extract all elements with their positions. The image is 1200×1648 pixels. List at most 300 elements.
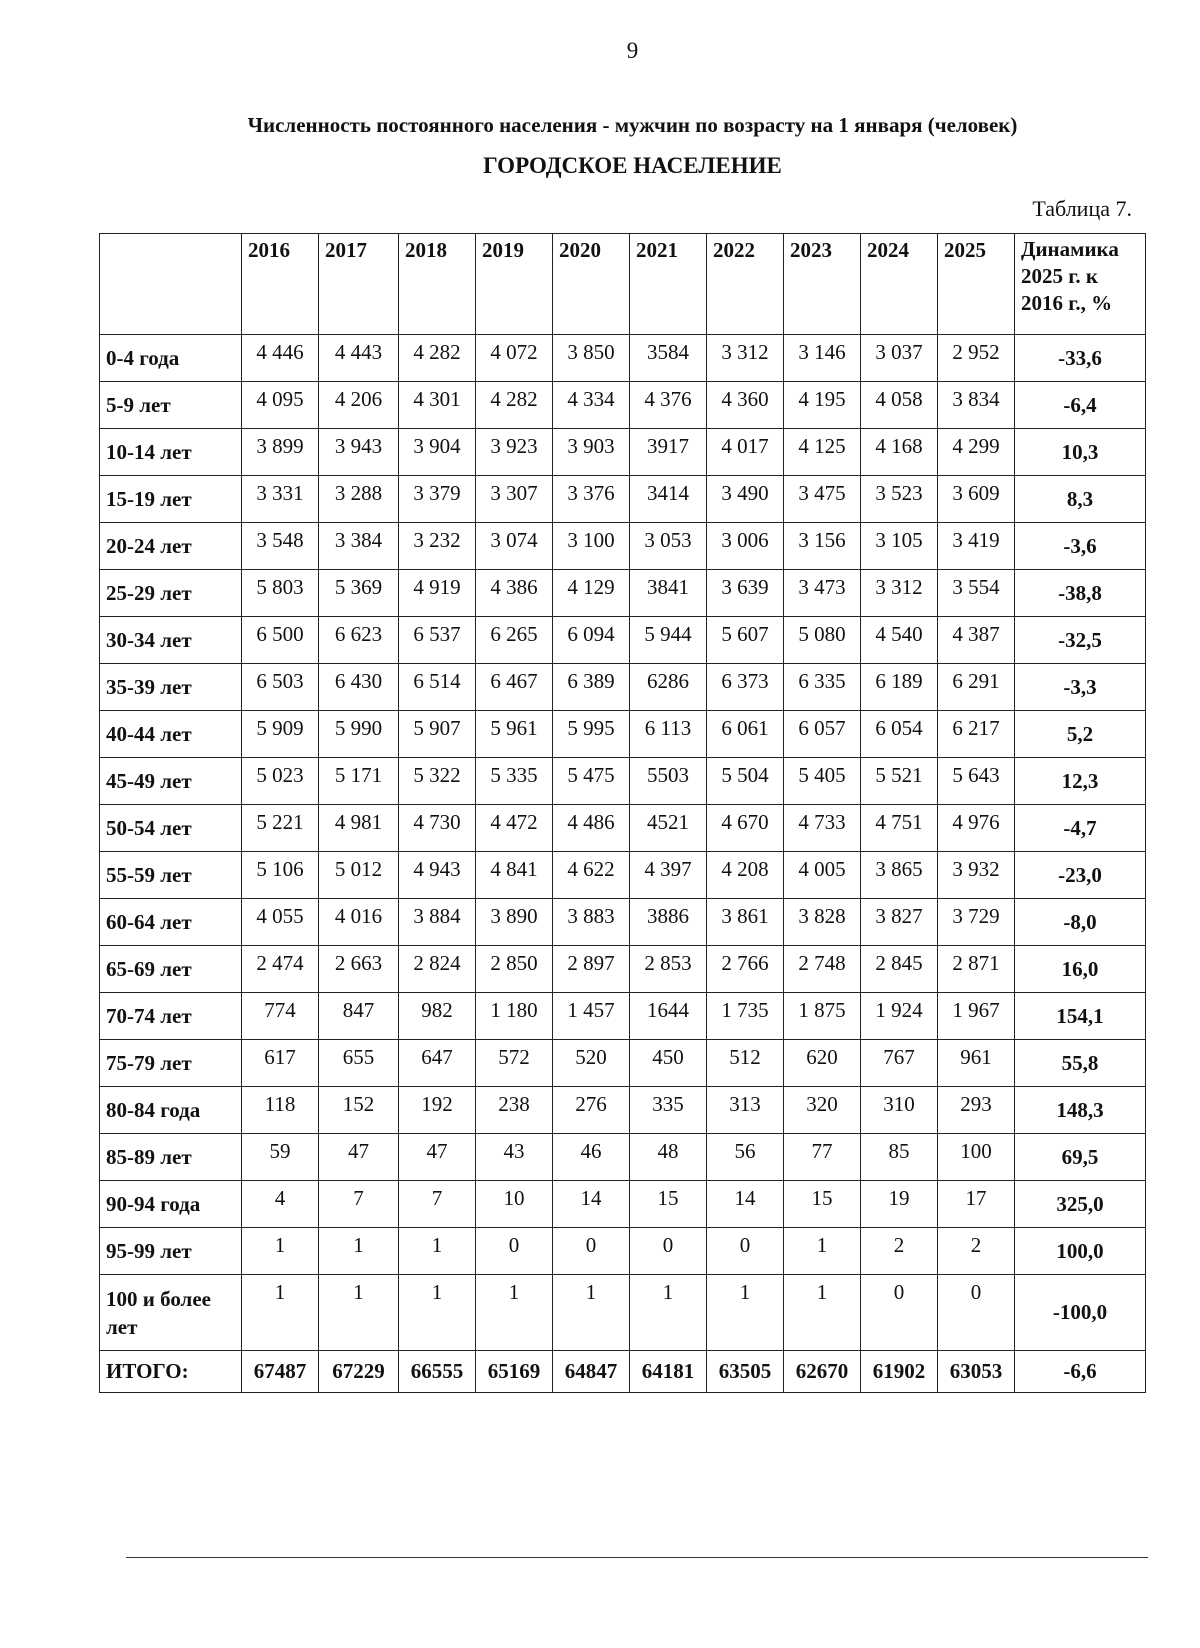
value-cell: 4 334 — [553, 382, 630, 429]
value-cell: 6 113 — [630, 711, 707, 758]
value-cell: 6 061 — [707, 711, 784, 758]
value-cell: 4 058 — [861, 382, 938, 429]
value-cell: 62670 — [784, 1351, 861, 1393]
value-cell: 3 384 — [319, 523, 399, 570]
value-cell: 1 — [784, 1228, 861, 1275]
value-cell: 5 990 — [319, 711, 399, 758]
value-cell: 3 899 — [242, 429, 319, 476]
header-cell: 2016 — [242, 234, 319, 335]
value-cell: 3 554 — [938, 570, 1015, 617]
value-cell: 4 208 — [707, 852, 784, 899]
value-cell: 3 904 — [399, 429, 476, 476]
row-label: 80-84 года — [100, 1087, 242, 1134]
dynamics-cell: -6,4 — [1015, 382, 1146, 429]
row-label: 65-69 лет — [100, 946, 242, 993]
header-cell: 2023 — [784, 234, 861, 335]
header-cell — [100, 234, 242, 335]
dynamics-cell: 69,5 — [1015, 1134, 1146, 1181]
value-cell: 620 — [784, 1040, 861, 1087]
value-cell: 5 961 — [476, 711, 553, 758]
value-cell: 46 — [553, 1134, 630, 1181]
table-row — [100, 1134, 1146, 1181]
value-cell: 238 — [476, 1087, 553, 1134]
value-cell: 5 221 — [242, 805, 319, 852]
table-row — [100, 1087, 1146, 1134]
value-cell: 3584 — [630, 335, 707, 382]
value-cell: 192 — [399, 1087, 476, 1134]
value-cell: 6 500 — [242, 617, 319, 664]
value-cell: 5 475 — [553, 758, 630, 805]
value-cell: 3 006 — [707, 523, 784, 570]
value-cell: 5 171 — [319, 758, 399, 805]
dynamics-cell: -3,6 — [1015, 523, 1146, 570]
value-cell: 4 730 — [399, 805, 476, 852]
header-cell: 2021 — [630, 234, 707, 335]
value-cell: 2 766 — [707, 946, 784, 993]
header-cell: 2024 — [861, 234, 938, 335]
table-row — [100, 382, 1146, 429]
value-cell: 64847 — [553, 1351, 630, 1393]
value-cell: 4 540 — [861, 617, 938, 664]
row-label: 50-54 лет — [100, 805, 242, 852]
row-label: 5-9 лет — [100, 382, 242, 429]
value-cell: 4 443 — [319, 335, 399, 382]
value-cell: 7 — [319, 1181, 399, 1228]
value-cell: 5503 — [630, 758, 707, 805]
value-cell: 4 919 — [399, 570, 476, 617]
dynamics-cell: -33,6 — [1015, 335, 1146, 382]
row-label: 25-29 лет — [100, 570, 242, 617]
value-cell: 63505 — [707, 1351, 784, 1393]
table-row — [100, 1040, 1146, 1087]
dynamics-cell: 12,3 — [1015, 758, 1146, 805]
value-cell: 3 053 — [630, 523, 707, 570]
table-row — [100, 617, 1146, 664]
value-cell: 4 195 — [784, 382, 861, 429]
dynamics-cell: -32,5 — [1015, 617, 1146, 664]
row-label: 70-74 лет — [100, 993, 242, 1040]
value-cell: 6 514 — [399, 664, 476, 711]
value-cell: 15 — [784, 1181, 861, 1228]
value-cell: 5 803 — [242, 570, 319, 617]
value-cell: 3 850 — [553, 335, 630, 382]
value-cell: 6 291 — [938, 664, 1015, 711]
value-cell: 4 206 — [319, 382, 399, 429]
header-cell: 2017 — [319, 234, 399, 335]
value-cell: 6 054 — [861, 711, 938, 758]
value-cell: 313 — [707, 1087, 784, 1134]
value-cell: 3414 — [630, 476, 707, 523]
value-cell: 3 473 — [784, 570, 861, 617]
value-cell: 647 — [399, 1040, 476, 1087]
value-cell: 0 — [861, 1275, 938, 1351]
value-cell: 48 — [630, 1134, 707, 1181]
value-cell: 6 503 — [242, 664, 319, 711]
total-row — [100, 1351, 1146, 1393]
value-cell: 3 827 — [861, 899, 938, 946]
row-label: 40-44 лет — [100, 711, 242, 758]
value-cell: 4 282 — [476, 382, 553, 429]
dynamics-cell: 154,1 — [1015, 993, 1146, 1040]
value-cell: 3 146 — [784, 335, 861, 382]
value-cell: 335 — [630, 1087, 707, 1134]
table-row — [100, 899, 1146, 946]
value-cell: 3 074 — [476, 523, 553, 570]
row-label: 100 и более лет — [100, 1275, 242, 1351]
value-cell: 6 057 — [784, 711, 861, 758]
value-cell: 3 609 — [938, 476, 1015, 523]
value-cell: 3 379 — [399, 476, 476, 523]
value-cell: 3917 — [630, 429, 707, 476]
value-cell: 1 — [784, 1275, 861, 1351]
header-cell: 2025 — [938, 234, 1015, 335]
value-cell: 3 923 — [476, 429, 553, 476]
value-cell: 5 012 — [319, 852, 399, 899]
value-cell: 3 828 — [784, 899, 861, 946]
value-cell: 4 125 — [784, 429, 861, 476]
value-cell: 43 — [476, 1134, 553, 1181]
value-cell: 1 — [399, 1275, 476, 1351]
value-cell: 5 322 — [399, 758, 476, 805]
value-cell: 4 005 — [784, 852, 861, 899]
value-cell: 6 537 — [399, 617, 476, 664]
value-cell: 6 430 — [319, 664, 399, 711]
dynamics-cell: -8,0 — [1015, 899, 1146, 946]
value-cell: 5 643 — [938, 758, 1015, 805]
table-row — [100, 523, 1146, 570]
value-cell: 3 861 — [707, 899, 784, 946]
value-cell: 10 — [476, 1181, 553, 1228]
value-cell: 3 890 — [476, 899, 553, 946]
row-label: 85-89 лет — [100, 1134, 242, 1181]
value-cell: 4 397 — [630, 852, 707, 899]
value-cell: 4 841 — [476, 852, 553, 899]
value-cell: 0 — [553, 1228, 630, 1275]
value-cell: 4 301 — [399, 382, 476, 429]
value-cell: 7 — [399, 1181, 476, 1228]
value-cell: 100 — [938, 1134, 1015, 1181]
row-label: 55-59 лет — [100, 852, 242, 899]
value-cell: 3 156 — [784, 523, 861, 570]
value-cell: 3 232 — [399, 523, 476, 570]
value-cell: 59 — [242, 1134, 319, 1181]
row-label: 90-94 года — [100, 1181, 242, 1228]
value-cell: 6286 — [630, 664, 707, 711]
value-cell: 77 — [784, 1134, 861, 1181]
table-row — [100, 758, 1146, 805]
value-cell: 1 — [319, 1228, 399, 1275]
header-cell: 2020 — [553, 234, 630, 335]
dynamics-cell: 325,0 — [1015, 1181, 1146, 1228]
dynamics-cell: -3,3 — [1015, 664, 1146, 711]
table-row — [100, 1181, 1146, 1228]
value-cell: 67487 — [242, 1351, 319, 1393]
page-number: 9 — [626, 38, 639, 63]
value-cell: 4 472 — [476, 805, 553, 852]
dynamics-cell: 8,3 — [1015, 476, 1146, 523]
table-row — [100, 852, 1146, 899]
page-subtitle: ГОРОДСКОЕ НАСЕЛЕНИЕ — [483, 153, 782, 178]
value-cell: 310 — [861, 1087, 938, 1134]
value-cell: 4 282 — [399, 335, 476, 382]
value-cell: 3 312 — [861, 570, 938, 617]
value-cell: 14 — [707, 1181, 784, 1228]
value-cell: 4 751 — [861, 805, 938, 852]
value-cell: 0 — [630, 1228, 707, 1275]
value-cell: 2 952 — [938, 335, 1015, 382]
table-row — [100, 711, 1146, 758]
dynamics-cell: -4,7 — [1015, 805, 1146, 852]
page-title: Численность постоянного населения - мужчин по возрасту на 1 января (человек) — [247, 113, 1018, 137]
value-cell: 3 932 — [938, 852, 1015, 899]
table-row — [100, 664, 1146, 711]
value-cell: 4 072 — [476, 335, 553, 382]
header-cell: 2022 — [707, 234, 784, 335]
value-cell: 3 312 — [707, 335, 784, 382]
value-cell: 3 490 — [707, 476, 784, 523]
value-cell: 3 288 — [319, 476, 399, 523]
value-cell: 5 909 — [242, 711, 319, 758]
dynamics-cell: 55,8 — [1015, 1040, 1146, 1087]
value-cell: 2 748 — [784, 946, 861, 993]
row-label: 45-49 лет — [100, 758, 242, 805]
value-cell: 3 037 — [861, 335, 938, 382]
dynamics-cell: 148,3 — [1015, 1087, 1146, 1134]
value-cell: 4 386 — [476, 570, 553, 617]
value-cell: 847 — [319, 993, 399, 1040]
row-label: 95-99 лет — [100, 1228, 242, 1275]
value-cell: 4 168 — [861, 429, 938, 476]
value-cell: 47 — [399, 1134, 476, 1181]
value-cell: 5 907 — [399, 711, 476, 758]
value-cell: 3 903 — [553, 429, 630, 476]
value-cell: 5 944 — [630, 617, 707, 664]
value-cell: 4 017 — [707, 429, 784, 476]
value-cell: 63053 — [938, 1351, 1015, 1393]
table-row — [100, 429, 1146, 476]
value-cell: 6 335 — [784, 664, 861, 711]
value-cell: 450 — [630, 1040, 707, 1087]
value-cell: 3 639 — [707, 570, 784, 617]
table-row — [100, 805, 1146, 852]
value-cell: 4 733 — [784, 805, 861, 852]
value-cell: 2 845 — [861, 946, 938, 993]
value-cell: 5 607 — [707, 617, 784, 664]
value-cell: 5 504 — [707, 758, 784, 805]
value-cell: 293 — [938, 1087, 1015, 1134]
value-cell: 14 — [553, 1181, 630, 1228]
value-cell: 572 — [476, 1040, 553, 1087]
value-cell: 4 486 — [553, 805, 630, 852]
value-cell: 4 — [242, 1181, 319, 1228]
value-cell: 3886 — [630, 899, 707, 946]
value-cell: 3 100 — [553, 523, 630, 570]
header-cell: 2019 — [476, 234, 553, 335]
value-cell: 1 — [242, 1275, 319, 1351]
value-cell: 6 467 — [476, 664, 553, 711]
dynamics-cell: 16,0 — [1015, 946, 1146, 993]
value-cell: 2 853 — [630, 946, 707, 993]
value-cell: 0 — [476, 1228, 553, 1275]
header-cell: 2018 — [399, 234, 476, 335]
value-cell: 67229 — [319, 1351, 399, 1393]
row-label: 75-79 лет — [100, 1040, 242, 1087]
value-cell: 5 106 — [242, 852, 319, 899]
value-cell: 4 055 — [242, 899, 319, 946]
row-label: ИТОГО: — [100, 1351, 242, 1393]
value-cell: 982 — [399, 993, 476, 1040]
value-cell: 1 875 — [784, 993, 861, 1040]
value-cell: 4 299 — [938, 429, 1015, 476]
value-cell: 2 474 — [242, 946, 319, 993]
value-cell: 1 735 — [707, 993, 784, 1040]
header-row — [100, 234, 1146, 335]
row-label: 0-4 года — [100, 335, 242, 382]
value-cell: 6 094 — [553, 617, 630, 664]
row-label: 10-14 лет — [100, 429, 242, 476]
dynamics-cell: -100,0 — [1015, 1275, 1146, 1351]
value-cell: 2 — [861, 1228, 938, 1275]
value-cell: 4 981 — [319, 805, 399, 852]
value-cell: 4 095 — [242, 382, 319, 429]
table-label: Таблица 7. — [1032, 196, 1132, 221]
value-cell: 6 265 — [476, 617, 553, 664]
value-cell: 2 850 — [476, 946, 553, 993]
value-cell: 5 405 — [784, 758, 861, 805]
value-cell: 118 — [242, 1087, 319, 1134]
value-cell: 1 457 — [553, 993, 630, 1040]
value-cell: 56 — [707, 1134, 784, 1181]
value-cell: 3 548 — [242, 523, 319, 570]
value-cell: 3 419 — [938, 523, 1015, 570]
value-cell: 5 521 — [861, 758, 938, 805]
value-cell: 3 376 — [553, 476, 630, 523]
table-row — [100, 476, 1146, 523]
value-cell: 2 663 — [319, 946, 399, 993]
dynamics-cell: 100,0 — [1015, 1228, 1146, 1275]
value-cell: 3 865 — [861, 852, 938, 899]
footer-divider — [126, 1557, 1148, 1558]
value-cell: 85 — [861, 1134, 938, 1181]
value-cell: 4521 — [630, 805, 707, 852]
dynamics-cell: -6,6 — [1015, 1351, 1146, 1393]
value-cell: 3 475 — [784, 476, 861, 523]
value-cell: 4 622 — [553, 852, 630, 899]
value-cell: 1644 — [630, 993, 707, 1040]
value-cell: 4 016 — [319, 899, 399, 946]
table-row — [100, 335, 1146, 382]
dynamics-cell: 10,3 — [1015, 429, 1146, 476]
value-cell: 4 129 — [553, 570, 630, 617]
value-cell: 5 080 — [784, 617, 861, 664]
header-cell-dynamics: Динамика 2025 г. к 2016 г., % — [1015, 234, 1146, 335]
value-cell: 2 897 — [553, 946, 630, 993]
row-label: 20-24 лет — [100, 523, 242, 570]
value-cell: 6 373 — [707, 664, 784, 711]
table-row — [100, 1275, 1146, 1351]
value-cell: 1 — [707, 1275, 784, 1351]
table-row — [100, 993, 1146, 1040]
value-cell: 276 — [553, 1087, 630, 1134]
value-cell: 961 — [938, 1040, 1015, 1087]
value-cell: 0 — [707, 1228, 784, 1275]
value-cell: 64181 — [630, 1351, 707, 1393]
value-cell: 4 360 — [707, 382, 784, 429]
value-cell: 3 884 — [399, 899, 476, 946]
value-cell: 767 — [861, 1040, 938, 1087]
value-cell: 2 871 — [938, 946, 1015, 993]
value-cell: 5 995 — [553, 711, 630, 758]
value-cell: 6 217 — [938, 711, 1015, 758]
row-label: 30-34 лет — [100, 617, 242, 664]
value-cell: 4 387 — [938, 617, 1015, 664]
value-cell: 5 023 — [242, 758, 319, 805]
value-cell: 1 — [630, 1275, 707, 1351]
value-cell: 617 — [242, 1040, 319, 1087]
value-cell: 6 623 — [319, 617, 399, 664]
row-label: 15-19 лет — [100, 476, 242, 523]
value-cell: 152 — [319, 1087, 399, 1134]
value-cell: 4 376 — [630, 382, 707, 429]
value-cell: 1 — [399, 1228, 476, 1275]
value-cell: 61902 — [861, 1351, 938, 1393]
table-row — [100, 1228, 1146, 1275]
value-cell: 1 — [553, 1275, 630, 1351]
value-cell: 2 — [938, 1228, 1015, 1275]
value-cell: 512 — [707, 1040, 784, 1087]
value-cell: 774 — [242, 993, 319, 1040]
value-cell: 19 — [861, 1181, 938, 1228]
value-cell: 15 — [630, 1181, 707, 1228]
value-cell: 520 — [553, 1040, 630, 1087]
table-row — [100, 570, 1146, 617]
dynamics-cell: 5,2 — [1015, 711, 1146, 758]
row-label: 60-64 лет — [100, 899, 242, 946]
table-row — [100, 946, 1146, 993]
value-cell: 1 924 — [861, 993, 938, 1040]
value-cell: 1 — [476, 1275, 553, 1351]
value-cell: 1 180 — [476, 993, 553, 1040]
value-cell: 5 369 — [319, 570, 399, 617]
value-cell: 65169 — [476, 1351, 553, 1393]
value-cell: 3 105 — [861, 523, 938, 570]
value-cell: 66555 — [399, 1351, 476, 1393]
value-cell: 3 523 — [861, 476, 938, 523]
value-cell: 1 — [242, 1228, 319, 1275]
value-cell: 655 — [319, 1040, 399, 1087]
value-cell: 0 — [938, 1275, 1015, 1351]
value-cell: 47 — [319, 1134, 399, 1181]
value-cell: 320 — [784, 1087, 861, 1134]
value-cell: 3841 — [630, 570, 707, 617]
table-body — [100, 335, 1146, 1393]
value-cell: 6 389 — [553, 664, 630, 711]
value-cell: 1 967 — [938, 993, 1015, 1040]
value-cell: 5 335 — [476, 758, 553, 805]
row-label: 35-39 лет — [100, 664, 242, 711]
dynamics-cell: -38,8 — [1015, 570, 1146, 617]
population-table — [99, 233, 1146, 1393]
value-cell: 6 189 — [861, 664, 938, 711]
value-cell: 3 729 — [938, 899, 1015, 946]
value-cell: 3 331 — [242, 476, 319, 523]
value-cell: 4 446 — [242, 335, 319, 382]
value-cell: 1 — [319, 1275, 399, 1351]
value-cell: 3 307 — [476, 476, 553, 523]
value-cell: 17 — [938, 1181, 1015, 1228]
value-cell: 3 943 — [319, 429, 399, 476]
value-cell: 4 670 — [707, 805, 784, 852]
